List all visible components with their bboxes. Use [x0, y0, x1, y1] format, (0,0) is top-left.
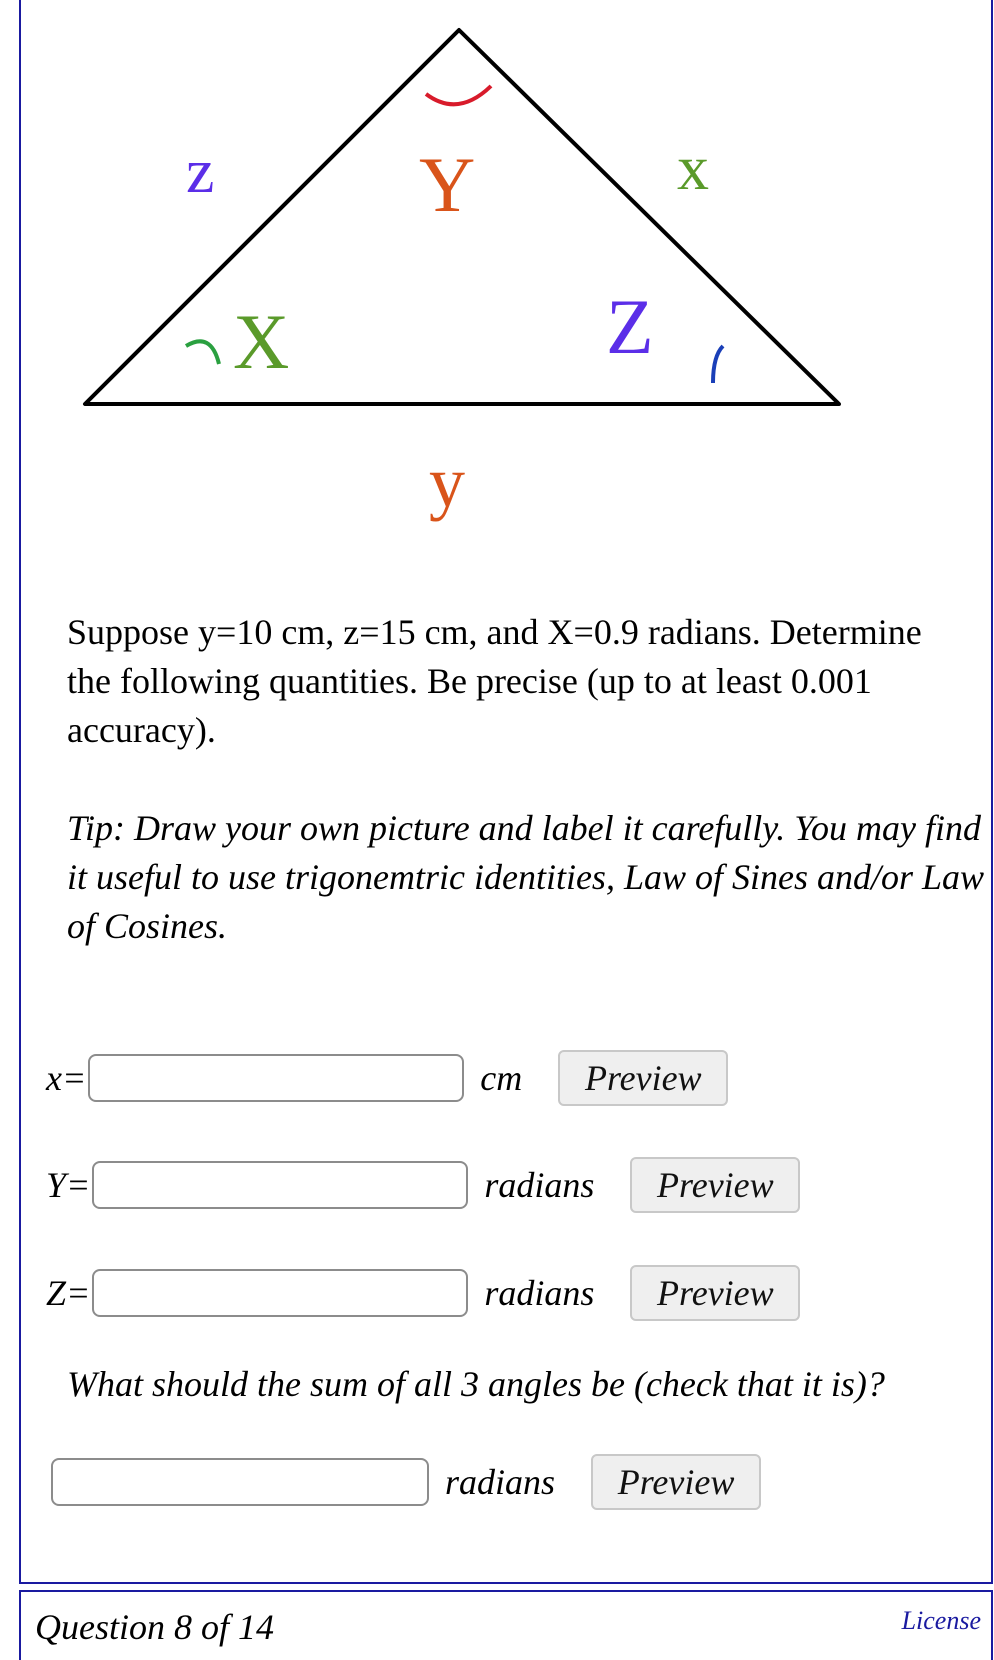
- answer-input-z[interactable]: [92, 1269, 468, 1317]
- side-label-z: z: [186, 135, 215, 206]
- sum-question: What should the sum of all 3 angles be (check that it is)?: [67, 1364, 885, 1404]
- angle-label-z: Z: [606, 283, 654, 370]
- question-footer: [19, 1590, 993, 1660]
- answer-label-x: x=: [46, 1058, 87, 1098]
- side-label-y: y: [429, 442, 465, 522]
- answer-row-z: [46, 1265, 800, 1321]
- angle-label-x: X: [233, 298, 290, 385]
- unit-radians-sum: radians: [445, 1462, 556, 1502]
- angle-arc-top: [426, 86, 491, 104]
- answer-label-y: Y=: [46, 1165, 91, 1205]
- answer-input-x[interactable]: [88, 1054, 464, 1102]
- triangle-diagram: [61, 6, 901, 566]
- answer-label-z: Z=: [46, 1273, 91, 1313]
- answer-row-x: [46, 1050, 728, 1106]
- answer-row-y: [46, 1157, 800, 1213]
- preview-button-z[interactable]: Preview: [630, 1265, 800, 1321]
- preview-button-x[interactable]: Preview: [558, 1050, 728, 1106]
- preview-button-y[interactable]: Preview: [630, 1157, 800, 1213]
- question-frame: [19, 0, 993, 1584]
- tip-text: Tip: Draw your own picture and label it carefully. You may find it useful to use trigonemtric identities, Law of Sines and/or Law of Cosines.: [67, 808, 985, 946]
- question-counter: Question 8 of 14: [35, 1607, 274, 1647]
- unit-radians-y: radians: [484, 1165, 595, 1205]
- angle-arc-right: [713, 346, 723, 383]
- unit-cm: cm: [480, 1058, 523, 1098]
- side-label-x: x: [677, 132, 709, 203]
- preview-button-sum[interactable]: Preview: [591, 1454, 761, 1510]
- angle-arc-left: [186, 341, 219, 364]
- angle-label-y: Y: [419, 141, 476, 228]
- license-link[interactable]: License: [901, 1606, 981, 1635]
- answer-input-y[interactable]: [92, 1161, 468, 1209]
- answer-row-sum: [51, 1454, 761, 1510]
- problem-statement: Suppose y=10 cm, z=15 cm, and X=0.9 radians. Determine the following quantities. Be precise (up to at least 0.001 accuracy).: [67, 612, 922, 750]
- unit-radians-z: radians: [484, 1273, 595, 1313]
- answer-input-sum[interactable]: [51, 1458, 429, 1506]
